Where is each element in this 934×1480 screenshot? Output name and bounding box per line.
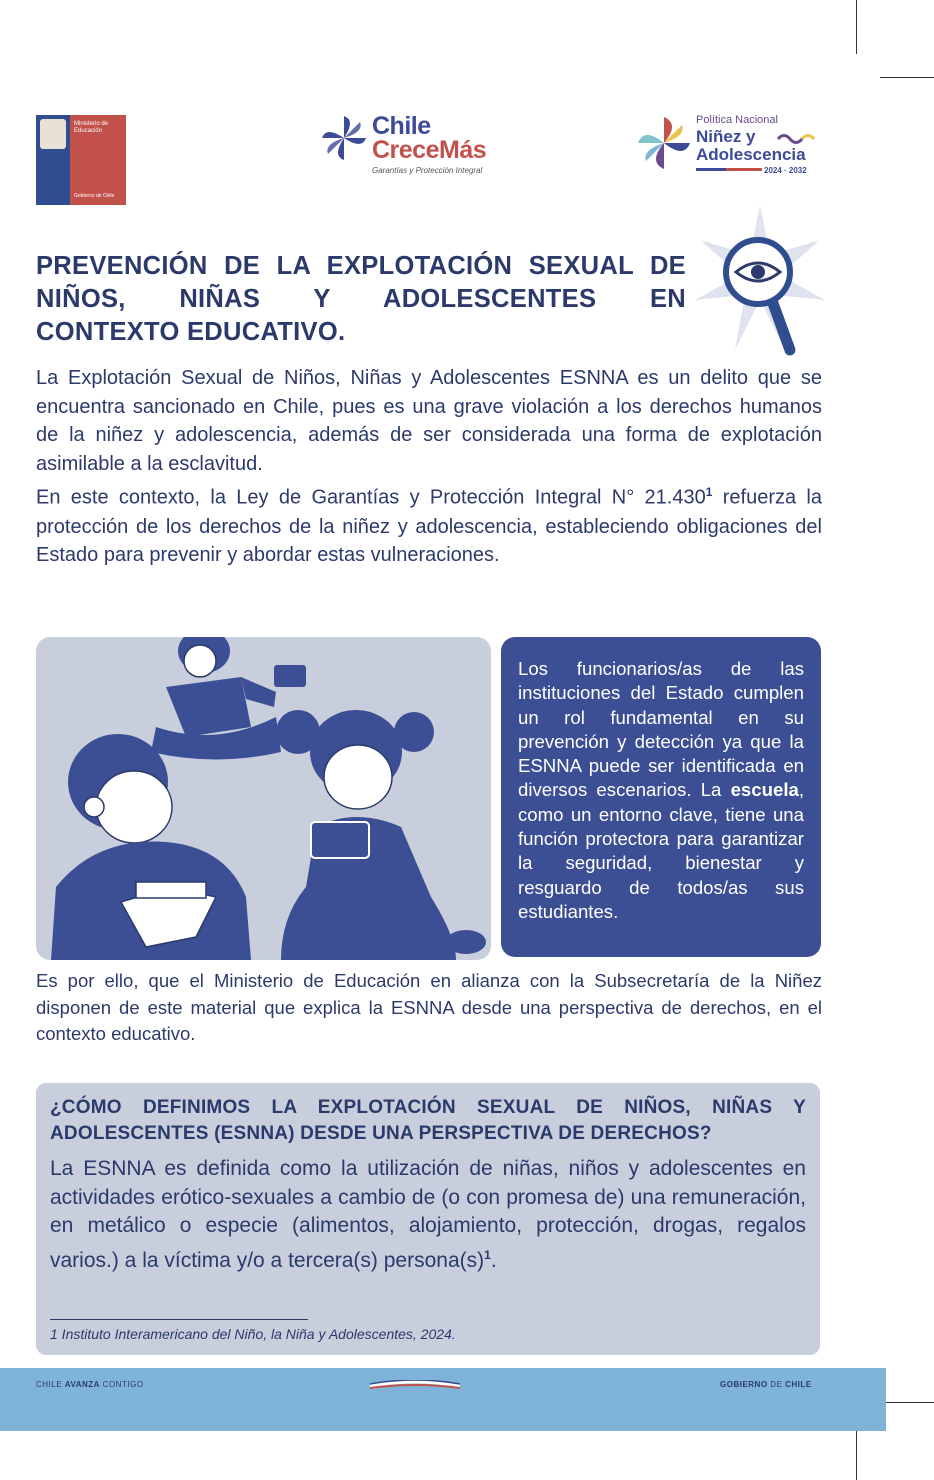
intro-paragraph-2: En este contexto, la Ley de Garantías y Protección Integral N° 21.430$^1$ refuerza la protección de los derechos de la niñez y adolescencia, estableciendo obligaciones del Estado para prevenir y abordar estas vulneraciones.: [36, 485, 822, 567]
definition-heading: ¿CÓMO DEFINIMOS LA EXPLOTACIÓN SEXUAL DE NIÑOS, NIÑAS Y ADOLESCENTES (ESNNA) DESDE UNA PERSPECTIVA DE DERECHOS?: [50, 1097, 806, 1144]
coat-of-arms-icon: [40, 119, 66, 149]
flag-stripe-icon: [370, 1380, 460, 1390]
mineduc-line1: Ministerio de: [74, 121, 109, 127]
callout-box: [501, 637, 821, 957]
callout-text: Los funcionarios/as de las instituciones del Estado cumplen un rol fundamental en su prevención y detección ya que la ESNNA puede ser identificada en diversos escenarios. La escuela, como un entorno clave, tiene una función protectora para garantizar la seguridad, bienestar y resguardo de todos/as sus estudiantes.: [518, 658, 804, 922]
intro-text: [36, 364, 822, 570]
footer-gobierno: GOBIERNO DE CHILE: [720, 1380, 812, 1389]
title-line2: NIÑOS, NIÑAS Y ADOLESCENTES EN: [36, 285, 686, 313]
definition-text: La ESNNA es definida como la utilización de niñas, niños y adolescentes en actividades erótico-sexuales a cambio de (o con promesa de) una remuneración, en metálico o especie (alimentos, alojamiento, protección, drogas, regalos varios.) a la víctima y/o a tercera(s) $persona(s)^1$.: [50, 1157, 806, 1272]
footnote-rule: [50, 1319, 308, 1320]
footer-bar: [0, 1368, 886, 1431]
title-line3: CONTEXTO EDUCATIVO.: [36, 318, 346, 346]
crop-mark: [880, 1402, 934, 1403]
crop-mark: [856, 1426, 857, 1480]
pinwheel-icon: [320, 114, 368, 162]
page-title: [36, 250, 686, 349]
title-line1: PREVENCIÓN DE LA EXPLOTACIÓN SEXUAL DE: [36, 252, 686, 280]
mineduc-line2: Educación: [74, 128, 103, 134]
children-illustration: [36, 637, 491, 960]
politica-line2: Niñez y: [696, 127, 756, 146]
pinwheel-icon: [636, 114, 692, 172]
politica-years: 2024 · 2032: [764, 166, 807, 175]
politica-nacional-logo: [636, 114, 826, 178]
crop-mark: [856, 0, 857, 54]
chile-crece-mas-logo: [320, 114, 520, 178]
intro-paragraph-1: La Explotación Sexual de Niños, Niñas y Adolescentes ESNNA es un delito que se encuentra sancionado en Chile, pues es una grave violación a los derechos humanos de la niñez y adolescencia, además de ser considerada una forma de explotación asimilable a la esclavitud.: [36, 367, 822, 475]
footnote-ref: 1: [705, 485, 713, 500]
footer-slogan: CHILE AVANZA CONTIGO: [36, 1380, 144, 1389]
wave-icon: [776, 130, 822, 144]
material-paragraph: Es por ello, que el Ministerio de Educación en alianza con la Subsecretaría de la Niñez disponen de este material que explica la ESNNA desde una perspectiva de derechos, en el contexto educativo.: [36, 970, 822, 1044]
crece-mas-word: CreceMás: [372, 136, 487, 164]
chile-word: Chile: [372, 112, 431, 140]
crop-mark: [880, 77, 934, 78]
definition-box: [36, 1083, 820, 1355]
magnifier-eye-icon: [690, 200, 830, 370]
footnote: 1 Instituto Interamericano del Niño, la Niña y Adolescentes, 2024.: [50, 1326, 456, 1342]
mineduc-logo: [36, 115, 126, 205]
footnote-ref: 1: [484, 1247, 491, 1262]
children-playing-illustration: [36, 637, 491, 960]
chile-crece-tagline: Garantías y Protección Integral: [372, 166, 483, 175]
mineduc-line3: Gobierno de Chile: [74, 193, 115, 199]
politica-line3: Adolescencia: [696, 145, 806, 164]
politica-line1: Política Nacional: [696, 114, 778, 126]
callout-bold-word: escuela: [730, 779, 799, 801]
